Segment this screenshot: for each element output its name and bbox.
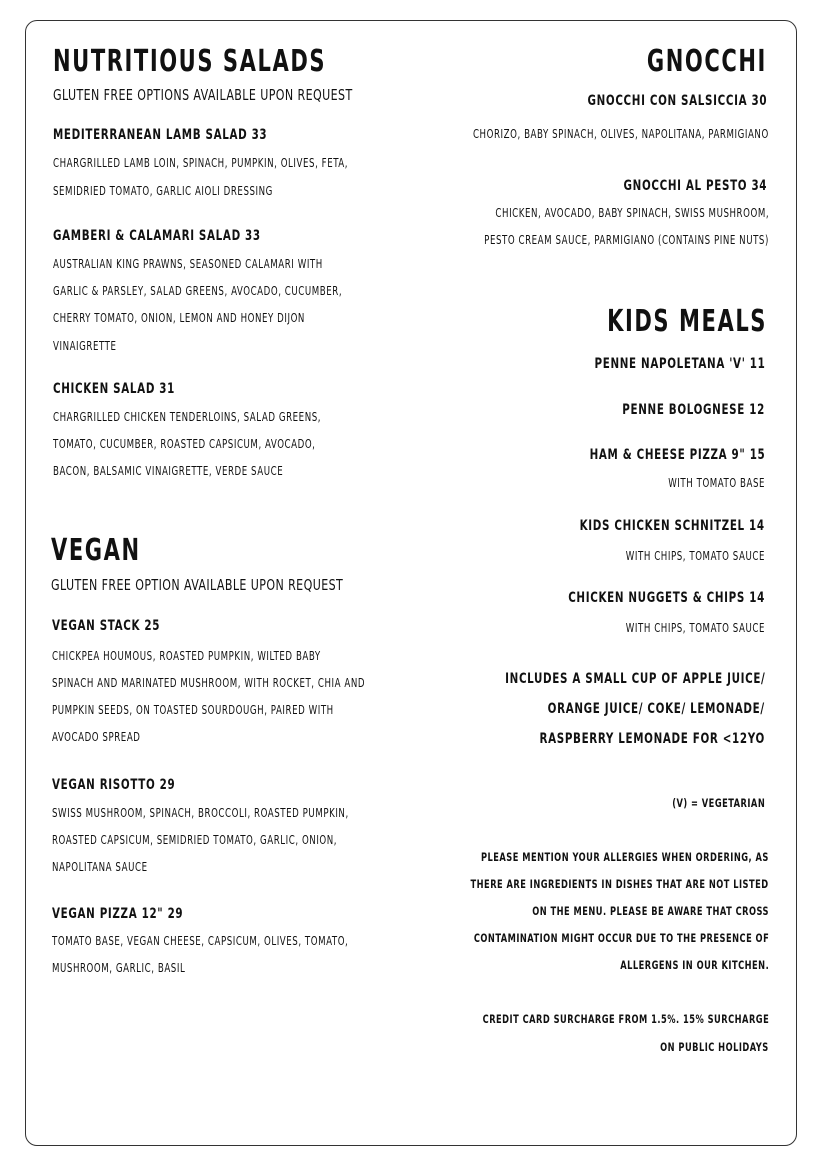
menu-item-desc: WITH CHIPS, TOMATO SAUCE — [625, 621, 765, 635]
kids-drink-note: INCLUDES A SMALL CUP OF APPLE JUICE/ — [504, 671, 765, 687]
gnocchi-heading: GNOCCHI — [646, 44, 767, 79]
menu-item-desc: TOMATO BASE, VEGAN CHEESE, CAPSICUM, OLIVES, TOMATO, — [52, 934, 349, 948]
allergy-note: THERE ARE INGREDIENTS IN DISHES THAT ARE NOT LISTED — [470, 877, 769, 891]
menu-item-desc: TOMATO, CUCUMBER, ROASTED CAPSICUM, AVOCADO, — [53, 437, 316, 451]
menu-item-name: GNOCCHI CON SALSICCIA 30 — [587, 93, 767, 109]
salads-subtitle: GLUTEN FREE OPTIONS AVAILABLE UPON REQUEST — [53, 86, 353, 104]
menu-item-name: VEGAN STACK 25 — [52, 618, 161, 634]
salads-heading: NUTRITIOUS SALADS — [53, 44, 327, 79]
kids-heading: KIDS MEALS — [607, 304, 767, 339]
surcharge-note: CREDIT CARD SURCHARGE FROM 1.5%. 15% SURCHARGE — [482, 1012, 769, 1026]
menu-item-desc: WITH CHIPS, TOMATO SAUCE — [625, 549, 765, 563]
menu-item-desc: AUSTRALIAN KING PRAWNS, SEASONED CALAMARI WITH — [53, 257, 323, 271]
menu-item-name: CHICKEN NUGGETS & CHIPS 14 — [568, 590, 765, 606]
menu-item-desc: MUSHROOM, GARLIC, BASIL — [52, 961, 186, 975]
menu-item-name: GAMBERI & CALAMARI SALAD 33 — [53, 228, 261, 244]
menu-item-desc: SEMIDRIED TOMATO, GARLIC AIOLI DRESSING — [53, 184, 273, 198]
allergy-note: ALLERGENS IN OUR KITCHEN. — [620, 958, 769, 972]
menu-item-desc: BACON, BALSAMIC VINAIGRETTE, VERDE SAUCE — [53, 464, 284, 478]
menu-item-name: PENNE NAPOLETANA 'V' 11 — [594, 356, 765, 372]
menu-item-desc: CHICKEN, AVOCADO, BABY SPINACH, SWISS MUSHROOM, — [495, 206, 769, 220]
allergy-note: ON THE MENU. PLEASE BE AWARE THAT CROSS — [532, 904, 769, 918]
menu-item-name: CHICKEN SALAD 31 — [53, 381, 175, 397]
menu-item-desc: PESTO CREAM SAUCE, PARMIGIANO (CONTAINS PINE NUTS) — [484, 233, 769, 247]
vegan-subtitle: GLUTEN FREE OPTION AVAILABLE UPON REQUEST — [51, 576, 344, 594]
vegetarian-legend: (V) = VEGETARIAN — [672, 796, 765, 810]
menu-item-name: MEDITERRANEAN LAMB SALAD 33 — [53, 127, 268, 143]
allergy-note: CONTAMINATION MIGHT OCCUR DUE TO THE PRESENCE OF — [473, 931, 769, 945]
menu-item-desc: VINAIGRETTE — [53, 339, 117, 353]
menu-item-desc: GARLIC & PARSLEY, SALAD GREENS, AVOCADO, CUCUMBER, — [53, 284, 343, 298]
menu-item-desc: SWISS MUSHROOM, SPINACH, BROCCOLI, ROASTED PUMPKIN, — [52, 806, 349, 820]
vegan-heading: VEGAN — [51, 533, 141, 568]
kids-drink-note: ORANGE JUICE/ COKE/ LEMONADE/ — [547, 701, 765, 717]
menu-item-desc: CHARGRILLED LAMB LOIN, SPINACH, PUMPKIN, OLIVES, FETA, — [53, 156, 349, 170]
menu-item-desc: NAPOLITANA SAUCE — [52, 860, 148, 874]
kids-drink-note: RASPBERRY LEMONADE FOR <12YO — [539, 731, 765, 747]
surcharge-note: ON PUBLIC HOLIDAYS — [660, 1040, 769, 1054]
menu-item-name: VEGAN RISOTTO 29 — [52, 777, 176, 793]
allergy-note: PLEASE MENTION YOUR ALLERGIES WHEN ORDERING, AS — [481, 850, 769, 864]
menu-item-name: PENNE BOLOGNESE 12 — [622, 402, 765, 418]
menu-item-name: KIDS CHICKEN SCHNITZEL 14 — [579, 518, 765, 534]
menu-item-name: VEGAN PIZZA 12" 29 — [52, 906, 184, 922]
menu-item-desc: CHERRY TOMATO, ONION, LEMON AND HONEY DIJON — [53, 311, 305, 325]
menu-item-desc: SPINACH AND MARINATED MUSHROOM, WITH ROCKET, CHIA AND — [52, 676, 366, 690]
menu-item-name: HAM & CHEESE PIZZA 9" 15 — [589, 447, 765, 463]
menu-item-name: GNOCCHI AL PESTO 34 — [623, 178, 767, 194]
menu-item-desc: WITH TOMATO BASE — [668, 476, 765, 490]
menu-item-desc: CHICKPEA HOUMOUS, ROASTED PUMPKIN, WILTED BABY — [52, 649, 321, 663]
menu-item-desc: CHARGRILLED CHICKEN TENDERLOINS, SALAD GREENS, — [53, 410, 322, 424]
menu-item-desc: ROASTED CAPSICUM, SEMIDRIED TOMATO, GARLIC, ONION, — [52, 833, 338, 847]
menu-item-desc: CHORIZO, BABY SPINACH, OLIVES, NAPOLITANA, PARMIGIANO — [473, 127, 769, 141]
menu-item-desc: PUMPKIN SEEDS, ON TOASTED SOURDOUGH, PAIRED WITH — [52, 703, 334, 717]
menu-item-desc: AVOCADO SPREAD — [52, 730, 141, 744]
